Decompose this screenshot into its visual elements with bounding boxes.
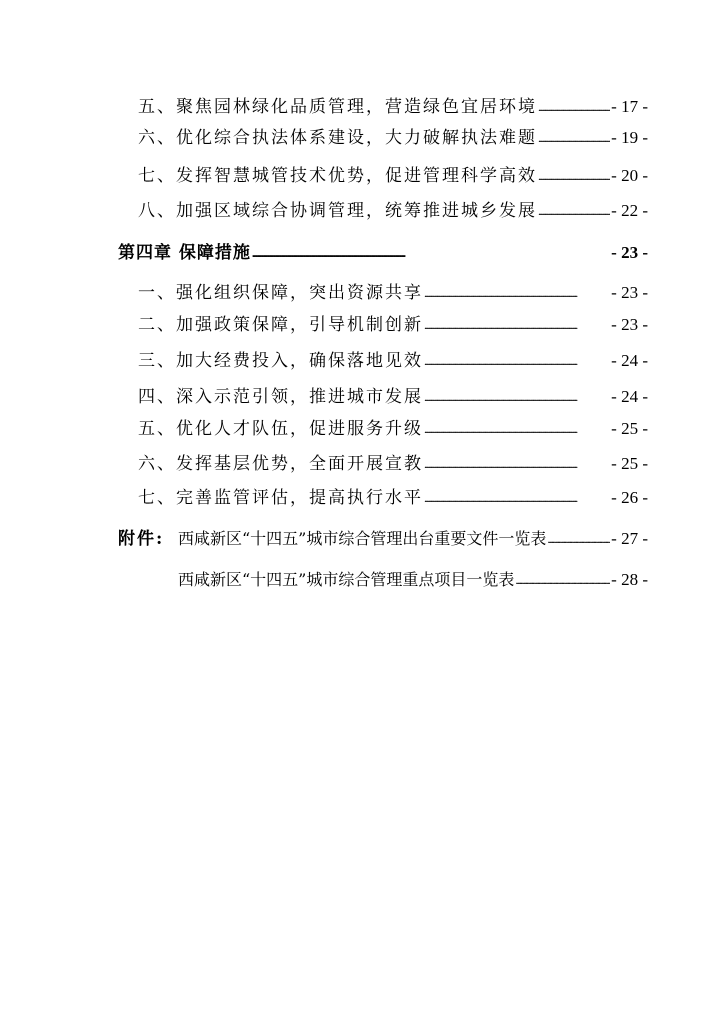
toc-entry-page: - 19 - bbox=[611, 128, 648, 147]
toc-entry-title: 三、加大经费投入，确保落地见效 bbox=[138, 351, 423, 371]
toc-entry-page: - 25 - bbox=[611, 454, 648, 473]
toc-entry-title: 六、优化综合执法体系建设，大力破解执法难题 bbox=[138, 128, 537, 148]
toc-entry-page: - 23 - bbox=[611, 315, 648, 334]
toc-attachment-entry[interactable] bbox=[178, 565, 648, 595]
toc-leader-dots bbox=[252, 238, 610, 268]
toc-entry-title: 一、强化组织保障，突出资源共享 bbox=[138, 283, 423, 303]
toc-leader-dots bbox=[538, 123, 610, 153]
toc-entry-title: 二、加强政策保障，引导机制创新 bbox=[138, 315, 423, 335]
toc-entry[interactable] bbox=[138, 161, 648, 191]
toc-entry[interactable] bbox=[138, 278, 648, 308]
toc-entry-title: 五、优化人才队伍，促进服务升级 bbox=[138, 419, 423, 439]
toc-entry-page: - 24 - bbox=[611, 387, 648, 406]
toc-leader-dots bbox=[424, 346, 610, 376]
toc-entry-page: - 27 - bbox=[611, 529, 648, 548]
toc-leader-dots bbox=[538, 196, 610, 226]
toc-entry-title: 西咸新区“十四五”城市综合管理重点项目一览表 bbox=[178, 570, 515, 589]
toc-entry-title: 七、完善监管评估，提高执行水平 bbox=[138, 488, 423, 508]
toc-entry[interactable] bbox=[138, 449, 648, 479]
toc-entry-page: - 25 - bbox=[611, 419, 648, 438]
toc-chapter-page: - 23 - bbox=[611, 243, 648, 262]
toc-entry-page: - 24 - bbox=[611, 351, 648, 370]
toc-leader-dots bbox=[424, 483, 610, 513]
toc-leader-dots bbox=[424, 310, 610, 340]
toc-entry-title: 五、聚焦园林绿化品质管理，营造绿色宜居环境 bbox=[138, 97, 537, 117]
attachment-label: 附件: bbox=[118, 529, 165, 549]
toc-entry-page: - 17 - bbox=[611, 97, 648, 116]
toc-entry-title: 四、深入示范引领，推进城市发展 bbox=[138, 387, 423, 407]
toc-entry-title: 八、加强区域综合协调管理，统筹推进城乡发展 bbox=[138, 201, 537, 221]
toc-entry-title: 西咸新区“十四五”城市综合管理出台重要文件一览表 bbox=[178, 529, 547, 548]
toc-entry-page: - 22 - bbox=[611, 201, 648, 220]
toc-entry[interactable] bbox=[138, 92, 648, 122]
toc-leader-dots bbox=[424, 414, 610, 444]
toc-entry-page: - 28 - bbox=[611, 570, 648, 589]
toc-entry[interactable] bbox=[138, 310, 648, 340]
toc-entry[interactable] bbox=[138, 123, 648, 153]
toc-leader-dots bbox=[538, 161, 610, 191]
toc-leader-dots bbox=[515, 565, 610, 595]
toc-chapter-heading[interactable] bbox=[118, 238, 648, 268]
toc-entry[interactable] bbox=[138, 346, 648, 376]
toc-entry-page: - 26 - bbox=[611, 488, 648, 507]
toc-entry-page: - 23 - bbox=[611, 283, 648, 302]
toc-chapter-title: 第四章 保障措施 bbox=[118, 243, 251, 263]
toc-leader-dots bbox=[538, 92, 610, 122]
toc-leader-dots bbox=[547, 524, 610, 554]
toc-entry[interactable] bbox=[138, 382, 648, 412]
toc-entry[interactable] bbox=[138, 483, 648, 513]
toc-entry[interactable] bbox=[138, 196, 648, 226]
toc-entry-page: - 20 - bbox=[611, 166, 648, 185]
toc-leader-dots bbox=[424, 449, 610, 479]
toc-entry-title: 六、发挥基层优势，全面开展宣教 bbox=[138, 454, 423, 474]
toc-entry-title: 七、发挥智慧城管技术优势，促进管理科学高效 bbox=[138, 166, 537, 186]
toc-leader-dots bbox=[424, 382, 610, 412]
toc-entry[interactable] bbox=[138, 414, 648, 444]
toc-attachment-entry[interactable] bbox=[178, 524, 648, 554]
toc-leader-dots bbox=[424, 278, 610, 308]
